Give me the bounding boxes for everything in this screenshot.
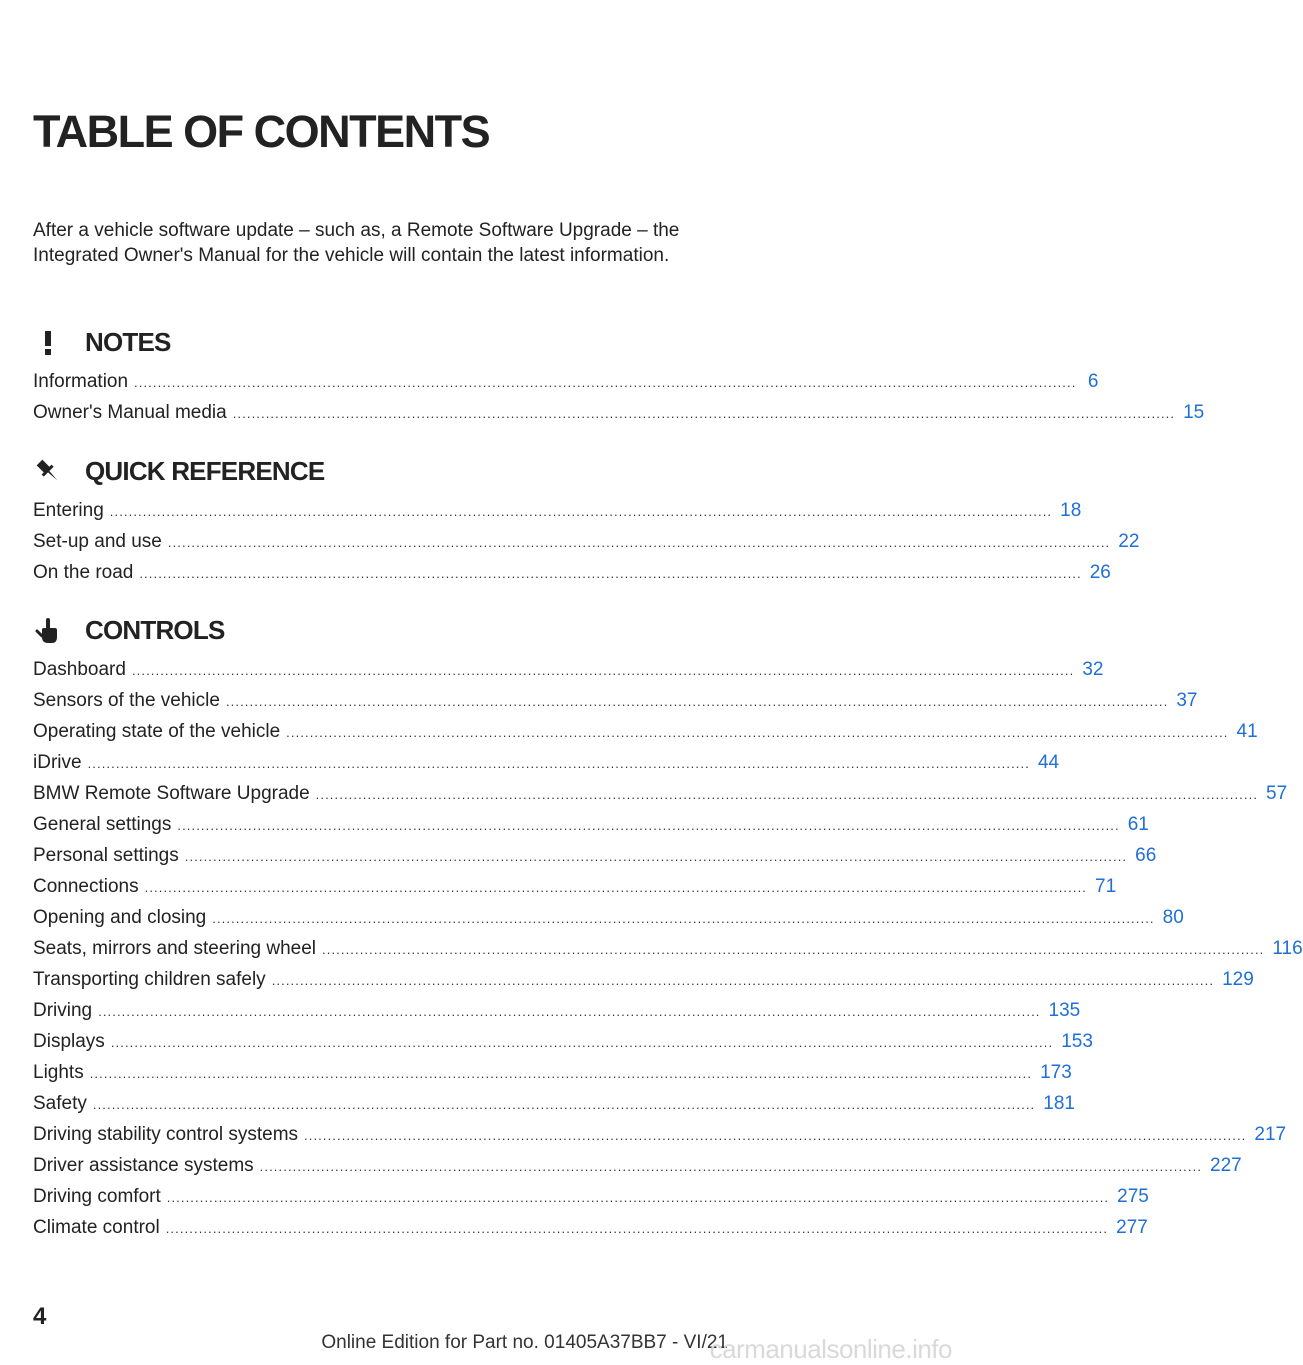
toc-entry[interactable] (33, 907, 1184, 938)
page-link[interactable]: 80 (1162, 907, 1184, 928)
toc-entry[interactable] (33, 562, 1111, 593)
page-link[interactable]: 57 (1266, 783, 1288, 804)
toc-entry[interactable] (33, 690, 1198, 721)
dot-leader: ........................................................................................................................................................................................................ (98, 1004, 1041, 1019)
toc-entry[interactable] (33, 1031, 1093, 1062)
toc-entry[interactable] (33, 500, 1082, 531)
entry-label: Safety (33, 1093, 87, 1114)
dot-leader: ........................................................................................................................................................................................................ (304, 1128, 1247, 1143)
section-title-notes: NOTES (85, 326, 171, 357)
toc-entry[interactable] (33, 1000, 1081, 1031)
page-link[interactable]: 217 (1254, 1124, 1287, 1145)
page-link[interactable]: 173 (1040, 1062, 1072, 1083)
toc-entry-list (33, 659, 1303, 1248)
section-title-controls: CONTROLS (85, 614, 225, 645)
page-link[interactable]: 18 (1060, 500, 1082, 521)
dot-leader: ........................................................................................................................................................................................................ (212, 911, 1155, 926)
dot-leader: ........................................................................................................................................................................................................ (92, 1097, 1036, 1112)
dot-leader: ........................................................................................................................................................................................................ (139, 566, 1082, 581)
toc-entry[interactable] (33, 371, 1099, 402)
dot-leader: ........................................................................................................................................................................................................ (131, 663, 1075, 678)
entry-label: Transporting children safely (33, 969, 266, 990)
dot-leader: ........................................................................................................................................................................................................ (232, 406, 1176, 421)
section-header (33, 451, 688, 491)
entry-label: Lights (33, 1062, 84, 1083)
dot-leader: ........................................................................................................................................................................................................ (165, 1221, 1109, 1236)
toc-entry[interactable] (33, 1186, 1149, 1217)
entry-label: Entering (33, 500, 104, 521)
entry-label: Opening and closing (33, 907, 207, 928)
toc-entry-list (33, 371, 1205, 433)
toc-entry[interactable] (33, 969, 1254, 1000)
hand-pointer-icon (33, 615, 63, 645)
dot-leader: ........................................................................................................................................................................................................ (271, 973, 1215, 988)
page-link[interactable]: 15 (1183, 402, 1205, 423)
section-controls (33, 610, 1303, 1248)
dot-leader: ........................................................................................................................................................................................................ (167, 535, 1111, 550)
entry-label: Climate control (33, 1217, 160, 1238)
dot-leader: ........................................................................................................................................................................................................ (322, 942, 1265, 957)
dot-leader: ........................................................................................................................................................................................................ (225, 694, 1169, 709)
page-link[interactable]: 44 (1037, 752, 1060, 773)
page-link[interactable]: 116 (1272, 938, 1303, 959)
section-title-quick-reference: QUICK REFERENCE (85, 455, 325, 486)
dot-leader: ........................................................................................................................................................................................................ (87, 756, 1030, 771)
page-link[interactable]: 66 (1135, 845, 1157, 866)
entry-label: Sensors of the vehicle (33, 690, 220, 711)
toc-entry[interactable] (33, 1217, 1148, 1248)
dot-leader: ........................................................................................................................................................................................................ (315, 787, 1259, 802)
toc-entry[interactable] (33, 402, 1205, 433)
toc-entry[interactable] (33, 876, 1117, 907)
entry-label: On the road (33, 562, 134, 583)
entry-label: iDrive (33, 752, 82, 773)
toc-entry[interactable] (33, 1124, 1287, 1155)
dot-leader: ........................................................................................................................................................................................................ (109, 504, 1053, 519)
page-link[interactable]: 181 (1043, 1093, 1075, 1114)
toc-entry[interactable] (33, 659, 1104, 690)
dot-leader: ........................................................................................................................................................................................................ (134, 375, 1077, 390)
section-quick-reference (33, 451, 1140, 593)
entry-label: Set-up and use (33, 531, 162, 552)
entry-label: Connections (33, 876, 139, 897)
page-link[interactable]: 129 (1222, 969, 1254, 990)
page-link[interactable]: 135 (1048, 1000, 1081, 1021)
entry-label: BMW Remote Software Upgrade (33, 783, 310, 804)
dot-leader: ........................................................................................................................................................................................................ (177, 818, 1120, 833)
page-link[interactable]: 41 (1236, 721, 1258, 742)
entry-label: General settings (33, 814, 172, 835)
toc-entry[interactable] (33, 814, 1149, 845)
dot-leader: ........................................................................................................................................................................................................ (144, 880, 1087, 895)
toc-entry[interactable] (33, 531, 1140, 562)
toc-entry[interactable] (33, 1062, 1072, 1093)
toc-entry[interactable] (33, 1093, 1075, 1124)
dot-leader: ........................................................................................................................................................................................................ (259, 1159, 1203, 1174)
toc-entry[interactable] (33, 752, 1060, 783)
page-link[interactable]: 22 (1118, 531, 1140, 552)
page-link[interactable]: 153 (1061, 1031, 1093, 1052)
dot-leader: ........................................................................................................................................................................................................ (89, 1066, 1033, 1081)
page-link[interactable]: 61 (1127, 814, 1149, 835)
watermark: carmanualsonline.info (709, 1334, 952, 1364)
exclamation-icon (33, 327, 63, 357)
dot-leader: ........................................................................................................................................................................................................ (166, 1190, 1110, 1205)
entry-label: Information (33, 371, 129, 392)
page-link[interactable]: 6 (1087, 371, 1099, 392)
toc-entry[interactable] (33, 721, 1258, 752)
page-number: 4 (33, 1303, 47, 1330)
page-link[interactable]: 227 (1210, 1155, 1242, 1176)
entry-label: Displays (33, 1031, 105, 1052)
toc-entry[interactable] (33, 938, 1303, 969)
entry-label: Owner's Manual media (33, 402, 227, 423)
page-link[interactable]: 37 (1176, 690, 1198, 711)
dot-leader: ........................................................................................................................................................................................................ (110, 1035, 1054, 1050)
footer-edition: Online Edition for Part no. 01405A37BB7 - VI/21 (321, 1332, 728, 1353)
page-link[interactable]: 32 (1082, 659, 1104, 680)
intro-paragraph: After a vehicle software update – such as, a Remote Software Upgrade – the Integrated Owner's Manual for the vehicle will contain the latest information. (33, 220, 680, 266)
page-link[interactable]: 277 (1116, 1217, 1148, 1238)
page-link[interactable]: 275 (1117, 1186, 1149, 1207)
page-title: TABLE OF CONTENTS (33, 106, 490, 157)
entry-label: Personal settings (33, 845, 179, 866)
section-header (33, 610, 688, 650)
entry-label: Seats, mirrors and steering wheel (33, 938, 317, 959)
entry-label: Dashboard (33, 659, 126, 680)
toc-entry-list (33, 500, 1140, 593)
toc-entry[interactable] (33, 1155, 1242, 1186)
page-link[interactable]: 26 (1089, 562, 1111, 583)
dot-leader: ........................................................................................................................................................................................................ (286, 725, 1229, 740)
entry-label: Driving comfort (33, 1186, 161, 1207)
entry-label: Driving (33, 1000, 93, 1021)
toc-entry[interactable] (33, 783, 1288, 814)
toc-entry[interactable] (33, 845, 1157, 876)
section-header (33, 322, 688, 362)
entry-label: Driver assistance systems (33, 1155, 254, 1176)
page-link[interactable]: 71 (1095, 876, 1117, 897)
entry-label: Operating state of the vehicle (33, 721, 281, 742)
dot-leader: ........................................................................................................................................................................................................ (184, 849, 1128, 864)
section-notes (33, 322, 1205, 433)
pin-icon (33, 456, 63, 486)
entry-label: Driving stability control systems (33, 1124, 299, 1145)
